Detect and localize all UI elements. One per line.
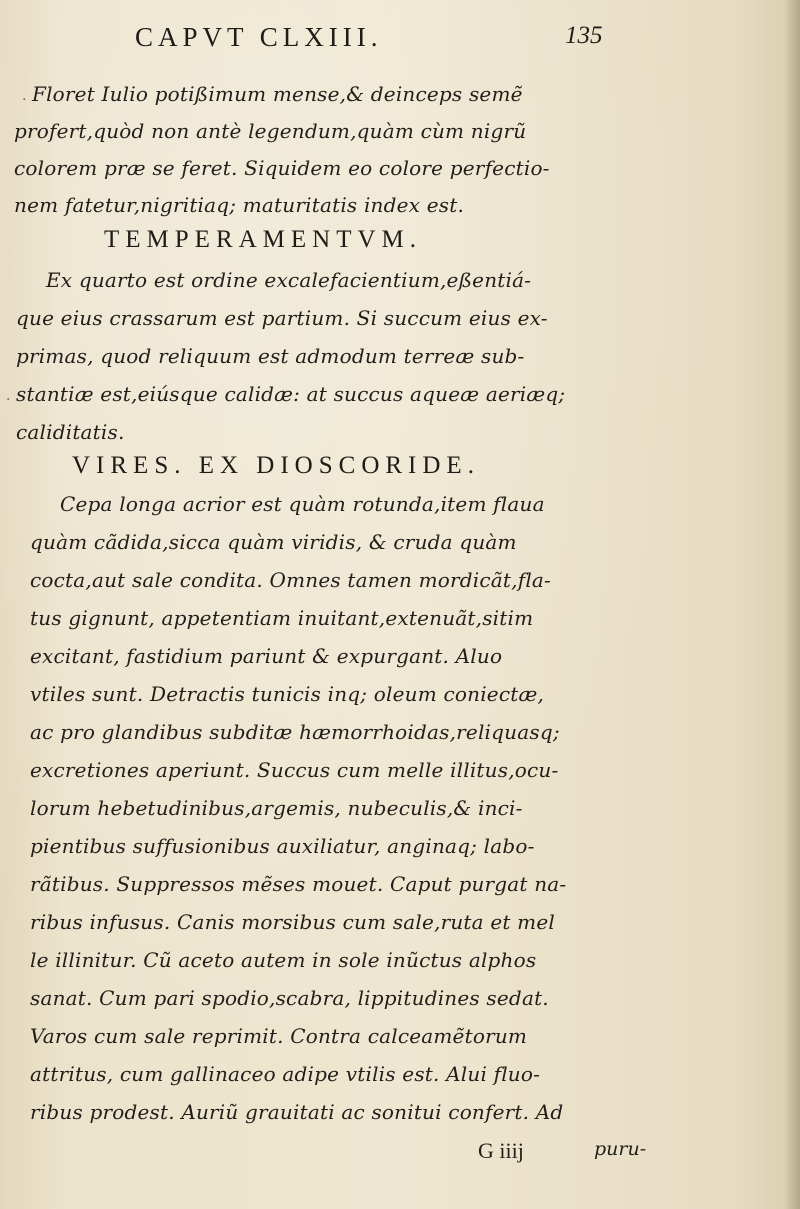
page-footer [0,1136,800,1176]
text-line: stantiæ est,eiúsque calidæ: at succus aqueæ aeriæq; [16,382,566,406]
text-line: sanat. Cum pari spodio,scabra, lippitudines sedat. [30,986,549,1010]
text-line: ac pro glandibus subditæ hæmorrhoidas,reliquasq; [30,720,560,744]
text-line: colorem præ se feret. Siquidem eo colore perfectio- [14,156,550,180]
page-edge-shadow [784,0,800,1209]
page-number: 135 [565,22,603,49]
margin-dot: · [22,92,27,108]
text-line: cocta,aut sale condita. Omnes tamen mordicãt,fla- [30,568,552,592]
text-line: rãtibus. Suppressos mẽses mouet. Caput purgat na- [30,872,567,896]
margin-dot: · [6,392,11,408]
signature-mark: G iiij [478,1138,524,1163]
text-line: profert,quòd non antè legendum,quàm cùm nigrũ [14,119,527,143]
section-heading-temperamentum: TEMPERAMENTVM. [104,226,423,253]
text-line: nem fatetur,nigritiaq; maturitatis index est. [14,193,464,217]
text-line: ribus infusus. Canis morsibus cum sale,ruta et mel [30,910,555,934]
text-line: ribus prodest. Auriũ grauitati ac sonitui confert. Ad [30,1100,564,1124]
catchword: puru- [594,1138,647,1160]
text-line: quàm cãdida,sicca quàm viridis, & cruda quàm [30,530,517,554]
text-line: caliditatis. [16,420,125,444]
text-line: pientibus suffusionibus auxiliatur, anginaq; labo- [30,834,535,858]
text-line: excitant, fastidium pariunt & expurgant. Aluo [30,644,503,668]
text-line: lorum hebetudinibus,argemis, nubeculis,& inci- [30,796,523,820]
section-heading-vires: VIRES. EX DIOSCORIDE. [72,452,480,479]
text-line: tus gignunt, appetentiam inuitant,extenuãt,sitim [30,606,534,630]
text-line: vtiles sunt. Detractis tunicis inq; oleum coniectæ, [30,682,545,706]
text-line: le illinitur. Cũ aceto autem in sole inũctus alphos [30,948,537,972]
text-line: Floret Iulio potißimum mense,& deinceps semẽ [32,82,523,106]
text-line: Cepa longa acrior est quàm rotunda,item flaua [60,492,545,516]
running-head: CAPVT CLXIII. [135,22,383,52]
text-line: Ex quarto est ordine excalefacientium,eßentiá- [46,268,532,292]
text-line: excretiones aperiunt. Succus cum melle illitus,ocu- [30,758,559,782]
text-line: primas, quod reliquum est admodum terreæ sub- [16,344,525,368]
text-line: Varos cum sale reprimit. Contra calceamẽtorum [30,1024,528,1048]
page-header [0,18,800,58]
text-line: que eius crassarum est partium. Si succum eius ex- [16,306,548,330]
text-line: attritus, cum gallinaceo adipe vtilis est. Alui fluo- [30,1062,541,1086]
